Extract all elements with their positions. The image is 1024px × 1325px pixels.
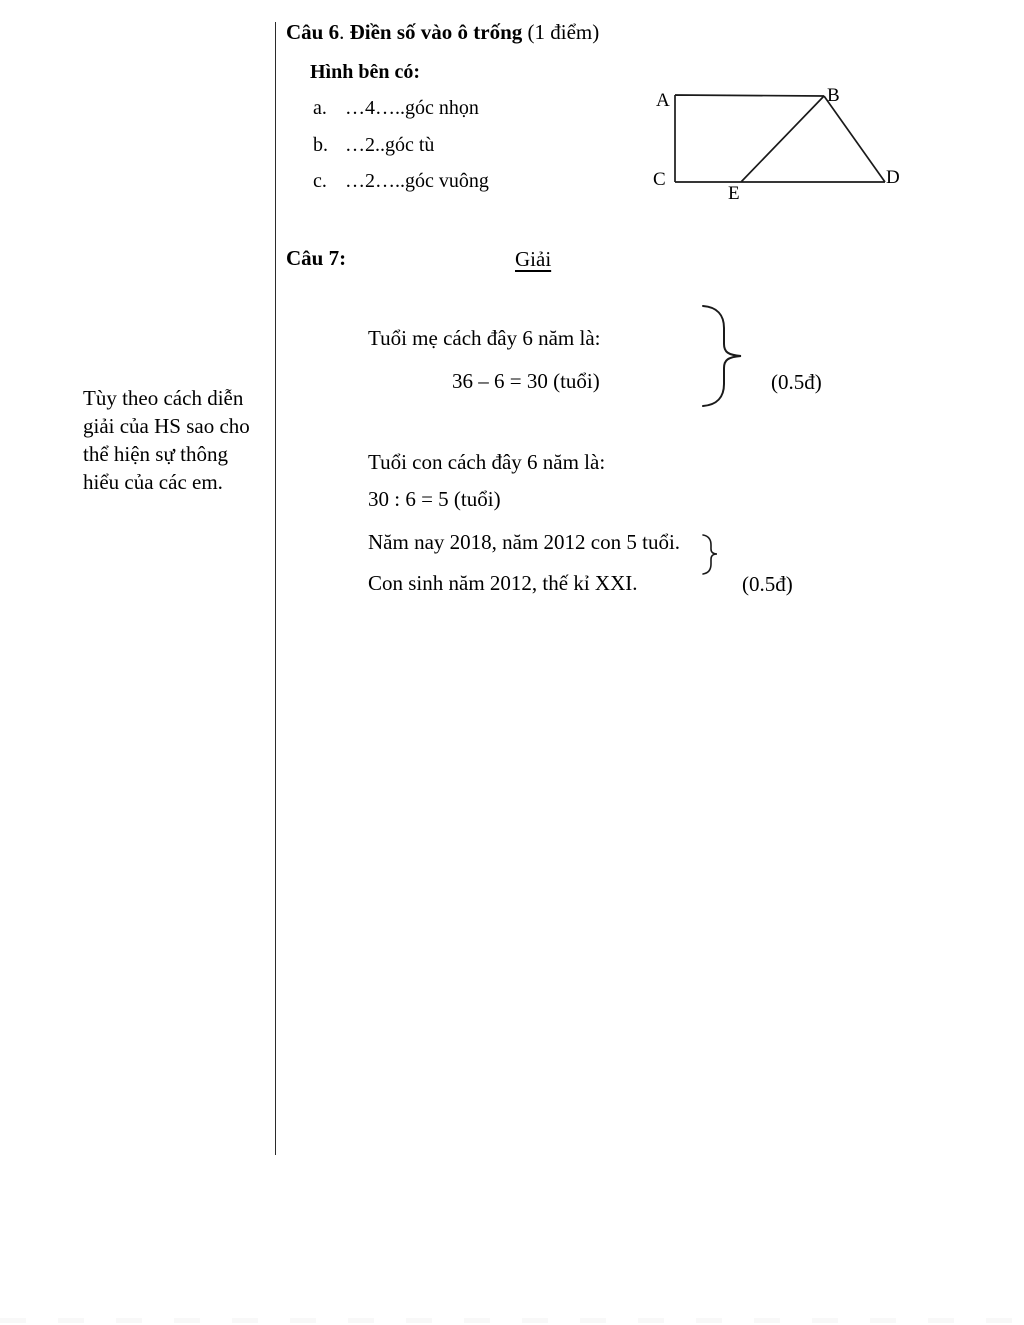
part1-statement: Tuổi mẹ cách đây 6 năm là: xyxy=(368,326,601,350)
q6-answer-item-a xyxy=(313,97,479,120)
curly-brace-large-path xyxy=(703,306,741,406)
curly-brace-large xyxy=(700,302,746,408)
figure-outline xyxy=(675,95,885,182)
part2-equation: 30 : 6 = 5 (tuổi) xyxy=(368,487,501,511)
question6-number: Câu 6 xyxy=(286,20,340,44)
geometry-figure xyxy=(640,82,910,207)
margin-note-line: Tùy theo cách diễn xyxy=(83,386,244,410)
item-text: …4…..góc nhọn xyxy=(345,97,479,119)
question6-heading xyxy=(286,20,599,44)
margin-note-line: giải của HS sao cho xyxy=(83,414,250,438)
q6-answer-item-b xyxy=(313,134,434,157)
part2-conclusion1: Năm nay 2018, năm 2012 con 5 tuổi. xyxy=(368,530,681,554)
part1-equation: 36 – 6 = 30 (tuổi) xyxy=(452,369,600,393)
item-marker: c. xyxy=(313,170,327,192)
question6-subtitle: Hình bên có: xyxy=(310,61,421,83)
part1-points: (0.5đ) xyxy=(771,370,822,394)
figure-vertex-b-label: B xyxy=(827,85,840,106)
item-marker: a. xyxy=(313,97,327,119)
figure-vertex-c-label: C xyxy=(653,169,666,190)
margin-grading-note xyxy=(83,386,250,498)
curly-brace-small xyxy=(701,533,719,575)
q6-answer-item-c xyxy=(313,170,489,193)
curly-brace-small-path xyxy=(703,535,717,574)
part2-points: (0.5đ) xyxy=(742,572,793,596)
question6-points: (1 điểm) xyxy=(527,20,600,44)
margin-note-line: thể hiện sự thông xyxy=(83,442,228,466)
item-text: …2…..góc vuông xyxy=(345,170,489,192)
figure-vertex-d-label: D xyxy=(886,167,900,188)
question6-separator: . xyxy=(339,20,350,44)
part2-statement: Tuổi con cách đây 6 năm là: xyxy=(368,450,606,474)
question7-heading: Câu 7: xyxy=(286,246,347,270)
part2-conclusion2: Con sinh năm 2012, thế kỉ XXI. xyxy=(368,571,638,595)
solution-heading: Giải xyxy=(515,247,552,271)
page-bottom-edge-artifact xyxy=(0,1318,1024,1323)
figure-vertex-e-label: E xyxy=(728,183,740,204)
table-column-divider xyxy=(275,22,276,1155)
question6-title: Điền số vào ô trống xyxy=(349,20,528,44)
item-text: …2..góc tù xyxy=(345,134,435,156)
item-marker: b. xyxy=(313,134,328,156)
figure-vertex-a-label: A xyxy=(656,90,670,111)
margin-note-line: hiểu của các em. xyxy=(83,470,223,494)
